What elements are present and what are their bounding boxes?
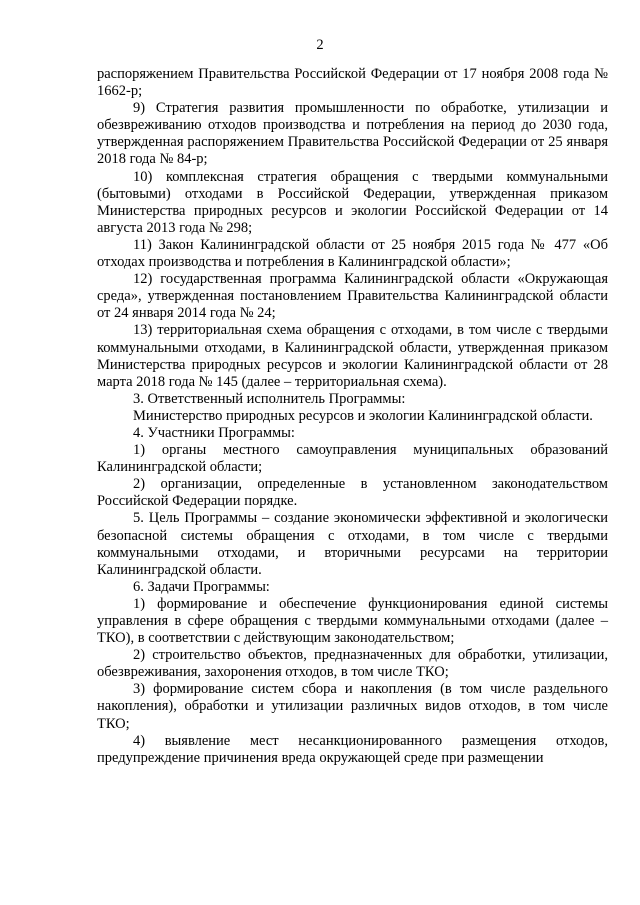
section-heading-responsible: 3. Ответственный исполнитель Программы: [133,390,406,407]
paragraph-participant-2: 2) организации, определенные в установленном законодательством Российской Федерации порядке. [97,476,608,510]
paragraph-task-3: 3) формирование систем сбора и накопления (в том числе раздельного накопления), обработки и утилизации различных видов отходов, в том числе ТКО; [97,681,608,732]
page-number: 2 [316,37,324,53]
paragraph-item-13: 13) территориальная схема обращения с отходами, в том числе с твердыми коммунальными отходами, в Калининградской области, утвержденная приказом Министерства природных ресурсов и экологии Калининградской области от 28 марта 2018 года № 145 (далее – территориальная схема). [97,322,608,390]
paragraph-task-1: 1) формирование и обеспечение функционирования единой системы управления в сфере обращения с твердыми коммунальными отходами (далее – ТКО), в соответствии с действующим законодательством; [97,595,608,647]
paragraph-item-12: 12) государственная программа Калининградской области «Окружающая среда», утвержденная постановлением Правительства Калининградской области от 24 января 2014 года № 24; [97,271,608,322]
document-body [97,66,608,767]
paragraph-participant-1: 1) органы местного самоуправления муниципальных образований Калининградской области; [97,442,608,476]
paragraph-program-goal: 5. Цель Программы – создание экономически эффективной и экологически безопасной системы обращения с отходами, в том числе с твердыми коммунальными отходами, и вторичными ресурсами на территории Калининградской области. [97,510,608,578]
section-heading-tasks: 6. Задачи Программы: [133,578,270,595]
section-heading-participants: 4. Участники Программы: [133,424,295,441]
paragraph-task-4: 4) выявление мест несанкционированного размещения отходов, предупреждение причинения вреда окружающей среде при размещении [97,732,608,766]
paragraph-item-11: 11) Закон Калининградской области от 25 ноября 2015 года № 477 «Об отходах производства и потребления в Калининградской области»; [97,236,608,271]
paragraph-order-continuation: распоряжением Правительства Российской Федерации от 17 ноября 2008 года № 1662-р; [97,66,608,100]
paragraph-task-2: 2) строительство объектов, предназначенных для обработки, утилизации, обезвреживания, захоронения отходов, в том числе ТКО; [97,647,608,681]
paragraph-responsible-executor: Министерство природных ресурсов и экологии Калининградской области. [133,407,593,424]
paragraph-item-10: 10) комплексная стратегия обращения с твердыми коммунальными (бытовыми) отходами в Российской Федерации, утвержденная приказом Министерства природных ресурсов и экологии Российской Федерации от 14 августа 2013 года № 298; [97,168,608,236]
paragraph-item-9: 9) Стратегия развития промышленности по обработке, утилизации и обезвреживанию отходов производства и потребления на период до 2030 года, утвержденная распоряжением Правительства Российской Федерации от 25 января 2018 года № 84-р; [97,100,608,168]
